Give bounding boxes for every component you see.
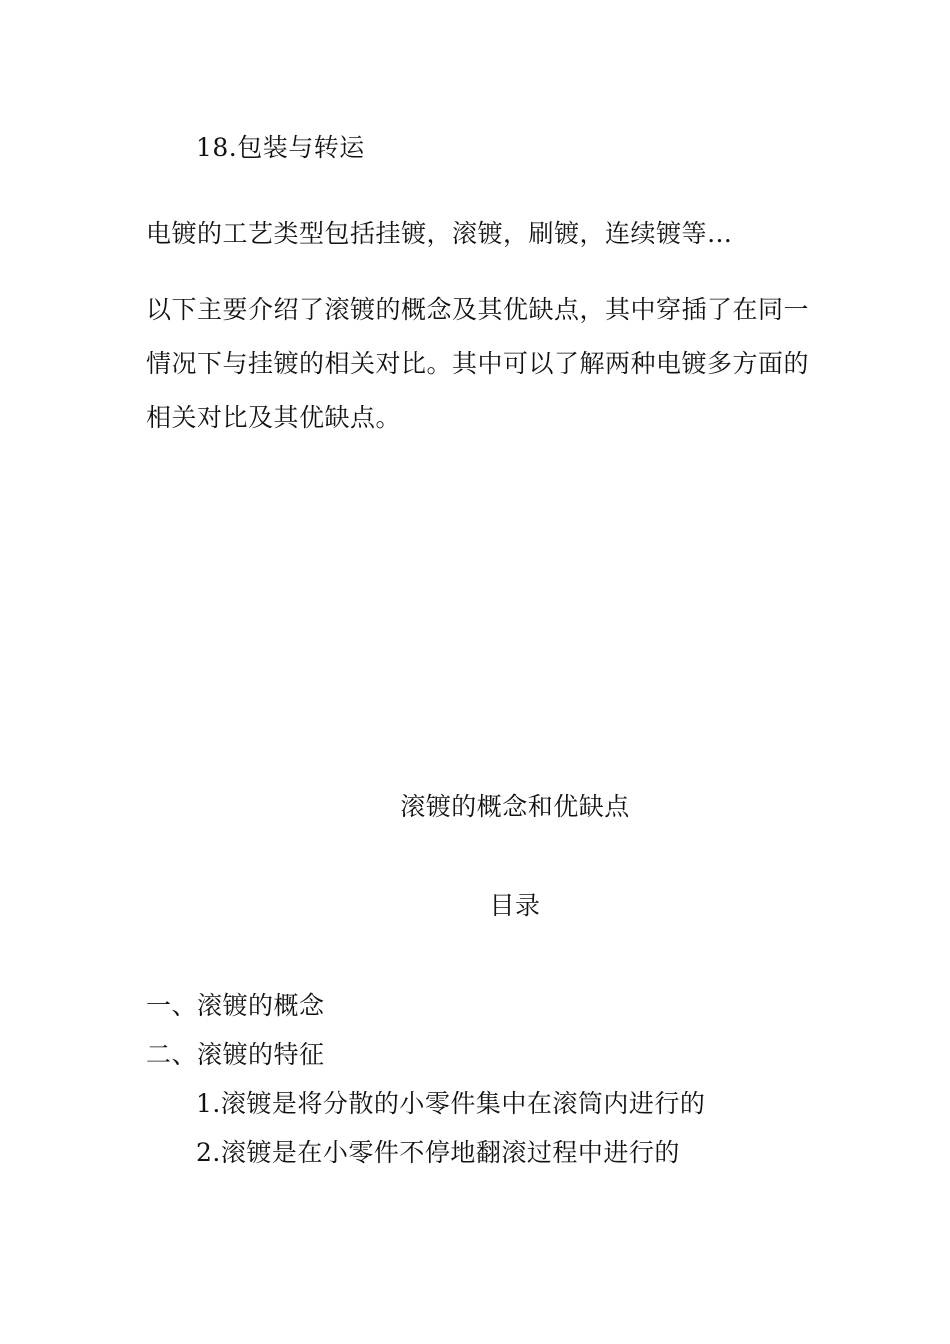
document-title: 滚镀的概念和优缺点 xyxy=(400,792,630,821)
intro-paragraph xyxy=(146,283,816,445)
toc-item-2-2: 2.滚镀是在小零件不停地翻滚过程中进行的 xyxy=(196,1138,680,1167)
process-types-text: 电镀的工艺类型包括挂镀，滚镀，刷镀，连续镀等… xyxy=(146,219,733,248)
toc-heading: 目录 xyxy=(489,891,541,920)
section-heading-18: 18.包装与转运 xyxy=(196,133,365,162)
intro-line-2: 情况下与挂镀的相关对比。其中可以了解两种电镀多方面的 xyxy=(146,349,810,378)
toc-item-1: 一、滚镀的概念 xyxy=(146,991,325,1020)
toc-item-2-1: 1.滚镀是将分散的小零件集中在滚筒内进行的 xyxy=(196,1089,706,1118)
intro-line-3: 相关对比及其优缺点。 xyxy=(146,403,402,432)
toc-item-2: 二、滚镀的特征 xyxy=(146,1040,325,1069)
intro-line-1: 以下主要介绍了滚镀的概念及其优缺点，其中穿插了在同一 xyxy=(146,295,810,324)
